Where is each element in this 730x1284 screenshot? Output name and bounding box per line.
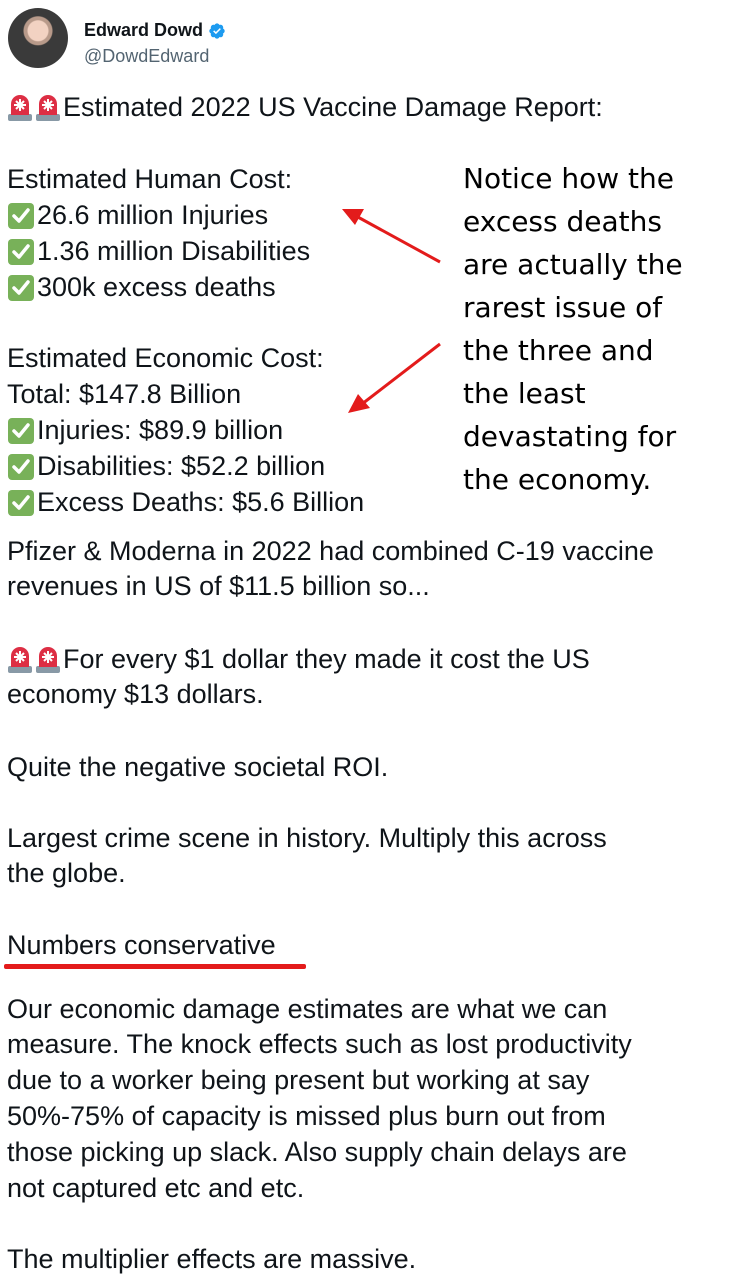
estimates-line: those picking up slack. Also supply chain delays are: [7, 1137, 627, 1167]
estimates-line: Our economic damage estimates are what we can: [7, 994, 608, 1024]
multiplier-line: The multiplier effects are massive.: [7, 1244, 417, 1274]
crime-line: the globe.: [7, 858, 126, 888]
numbers-heading: Numbers conservative: [7, 930, 276, 960]
economic-item-text: Disabilities: $52.2 billion: [37, 451, 326, 481]
annotation-line: the three and: [463, 334, 654, 367]
estimates-line: 50%-75% of capacity is missed plus burn out from: [7, 1101, 606, 1131]
report-title: Estimated 2022 US Vaccine Damage Report:: [63, 92, 603, 122]
annotation-line: devastating for: [463, 420, 677, 453]
estimates-line: due to a worker being present but working at say: [7, 1065, 590, 1095]
annotation-line: excess deaths: [463, 205, 662, 238]
crime-line: Largest crime scene in history. Multiply this across: [7, 823, 607, 853]
arrow-to-economic-injuries: [348, 344, 440, 413]
red-underline: [4, 964, 306, 969]
cost-line-text: For every $1 dollar they made it cost the US: [63, 644, 590, 674]
annotation-line: Notice how the: [463, 162, 674, 195]
human-item-text: 1.36 million Disabilities: [37, 236, 311, 266]
revenue-line: Pfizer & Moderna in 2022 had combined C-19 vaccine: [7, 536, 654, 566]
revenue-line: revenues in US of $11.5 billion so...: [7, 571, 430, 601]
cost-line: economy $13 dollars.: [7, 679, 264, 709]
human-item-text: 26.6 million Injuries: [37, 200, 269, 230]
economic-item-text: Injuries: $89.9 billion: [37, 415, 284, 445]
annotation-line: the least: [463, 377, 586, 410]
economic-cost-heading: Estimated Economic Cost:: [7, 343, 324, 373]
arrow-to-injuries: [342, 209, 440, 262]
author-handle[interactable]: @DowdEdward: [84, 46, 210, 66]
author-name[interactable]: Edward Dowd: [84, 20, 204, 40]
annotation-line: rarest issue of: [463, 291, 663, 324]
economic-item-text: Excess Deaths: $5.6 Billion: [37, 487, 365, 517]
estimates-line: not captured etc and etc.: [7, 1173, 305, 1203]
roi-line: Quite the negative societal ROI.: [7, 752, 389, 782]
cost-line: [7, 642, 590, 676]
siren-icon: [7, 644, 33, 674]
economic-total: Total: $147.8 Billion: [7, 379, 242, 409]
annotation-line: are actually the: [463, 248, 683, 281]
annotation-line: the economy.: [463, 463, 652, 496]
human-item-text: 300k excess deaths: [37, 272, 276, 302]
human-cost-heading: Estimated Human Cost:: [7, 164, 293, 194]
estimates-line: measure. The knock effects such as lost productivity: [7, 1029, 632, 1059]
siren-icon: [35, 644, 61, 674]
